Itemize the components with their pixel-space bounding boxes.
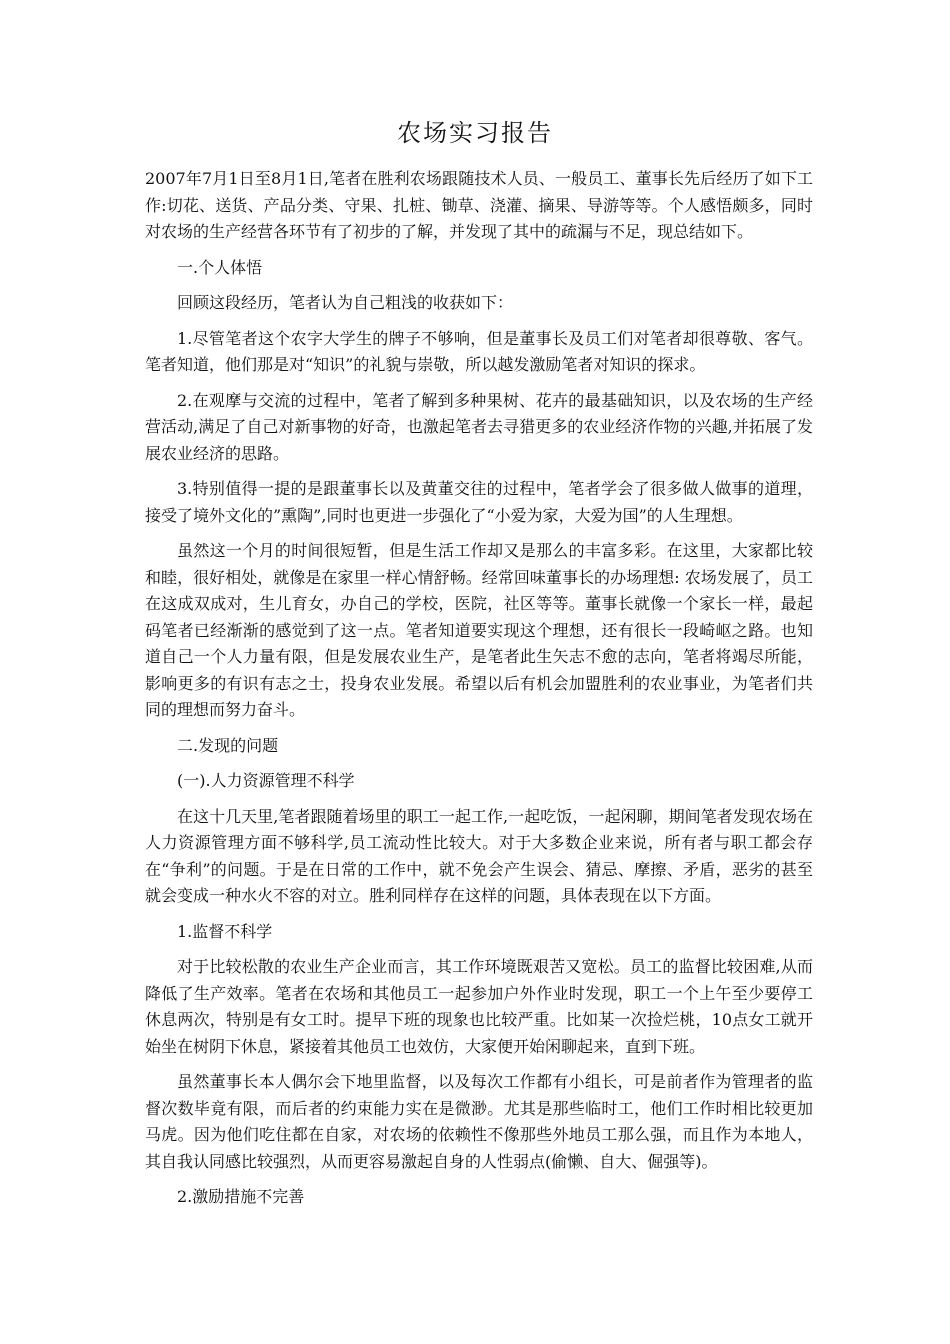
section-heading-personal-insights: 一.个人体悟	[177, 257, 263, 277]
section-heading-problems-found: 二.发现的问题	[177, 735, 279, 755]
document-body	[145, 166, 813, 1220]
document-title: 农场实习报告	[397, 119, 553, 147]
paragraph: 对于比较松散的农业生产企业而言，其工作环境既艰苦又宽松。员工的监督比较困难,从而降低了生产效率。笔者在农场和其他员工一起参加户外作业时发现，职工一个上午至少要停工休息两次，特别是有女工时。提早下班的现象也比较严重。比如某一次捡烂桃，10点女工就开始坐在树阴下休息，紧接着其他员工也效仿，大家便开始闲聊起来，直到下班。	[145, 957, 813, 1056]
paragraph: 1.尽管笔者这个农字大学生的牌子不够响，但是董事长及员工们对笔者却很尊敬、客气。笔者知道，他们那是对“知识”的礼貌与崇敬，所以越发激励笔者对知识的探求。	[145, 328, 813, 374]
paragraph: 虽然董事长本人偶尔会下地里监督，以及每次工作都有小组长，可是前者作为管理者的监督次数毕竟有限，而后者的约束能力实在是微渺。尤其是那些临时工，他们工作时相比较更加马虎。因为他们吃住都在自家，对农场的依赖性不像那些外地员工那么强，而且作为本地人，其自我认同感比较强烈，从而更容易激起自身的人性弱点(偷懒、自大、倔强等)。	[145, 1072, 813, 1171]
subsection-heading-hr-management: (一).人力资源管理不科学	[177, 771, 355, 790]
item-heading-incentives: 2.激励措施不完善	[177, 1187, 305, 1206]
intro-paragraph: 2007年7月1日至8月1日,笔者在胜利农场跟随技术人员、一般员工、董事长先后经历了如下工作:切花、送货、产品分类、守果、扎桩、锄草、浇灌、摘果、导游等等。个人感悟颇多，同时对农场的生产经营各环节有了初步的了解，并发现了其中的疏漏与不足，现总结如下。	[145, 169, 813, 241]
paragraph: 2.在观摩与交流的过程中，笔者了解到多种果树、花卉的最基础知识，以及农场的生产经营活动,满足了自己对新事物的好奇，也激起笔者去寻猎更多的农业经济作物的兴趣,并拓展了发展农业经济的思路。	[145, 390, 813, 463]
paragraph: 虽然这一个月的时间很短暂，但是生活工作却又是那么的丰富多彩。在这里，大家都比较和睦，很好相处，就像是在家里一样心情舒畅。经常回味董事长的办场理想: 农场发展了，员工在这成双成对，生儿育女，办自己的学校，医院，社区等等。董事长就像一个家长一样，最起码笔者已经渐渐的感觉到了这一点。笔者知道要实现这个理想，还有很长一段崎岖之路。也知道自己一个人力量有限，但是发展农业生产，是笔者此生矢志不愈的志向，笔者将竭尽所能，影响更多的有识有志之士，投身农业发展。希望以后有机会加盟胜利的农业事业，为笔者们共同的理想而努力奋斗。	[145, 541, 813, 719]
paragraph: 在这十几天里,笔者跟随着场里的职工一起工作,一起吃饭，一起闲聊，期间笔者发现农场在人力资源管理方面不够科学,员工流动性比较大。对于大多数企业来说，所有者与职工都会存在“争利”的问题。于是在日常的工作中，就不免会产生误会、猜忌、摩擦、矛盾，恶劣的甚至就会变成一种水火不容的对立。胜利同样存在这样的问题，具体表现在以下方面。	[145, 806, 813, 905]
item-heading-supervision: 1.监督不科学	[177, 921, 273, 941]
paragraph: 3.特别值得一提的是跟董事长以及黄董交往的过程中，笔者学会了很多做人做事的道理，接受了境外文化的”熏陶”,同时也更进一步强化了“小爱为家，大爱为国”的人生理想。	[145, 479, 813, 525]
paragraph: 回顾这段经历，笔者认为自己粗浅的收获如下：	[177, 293, 514, 312]
